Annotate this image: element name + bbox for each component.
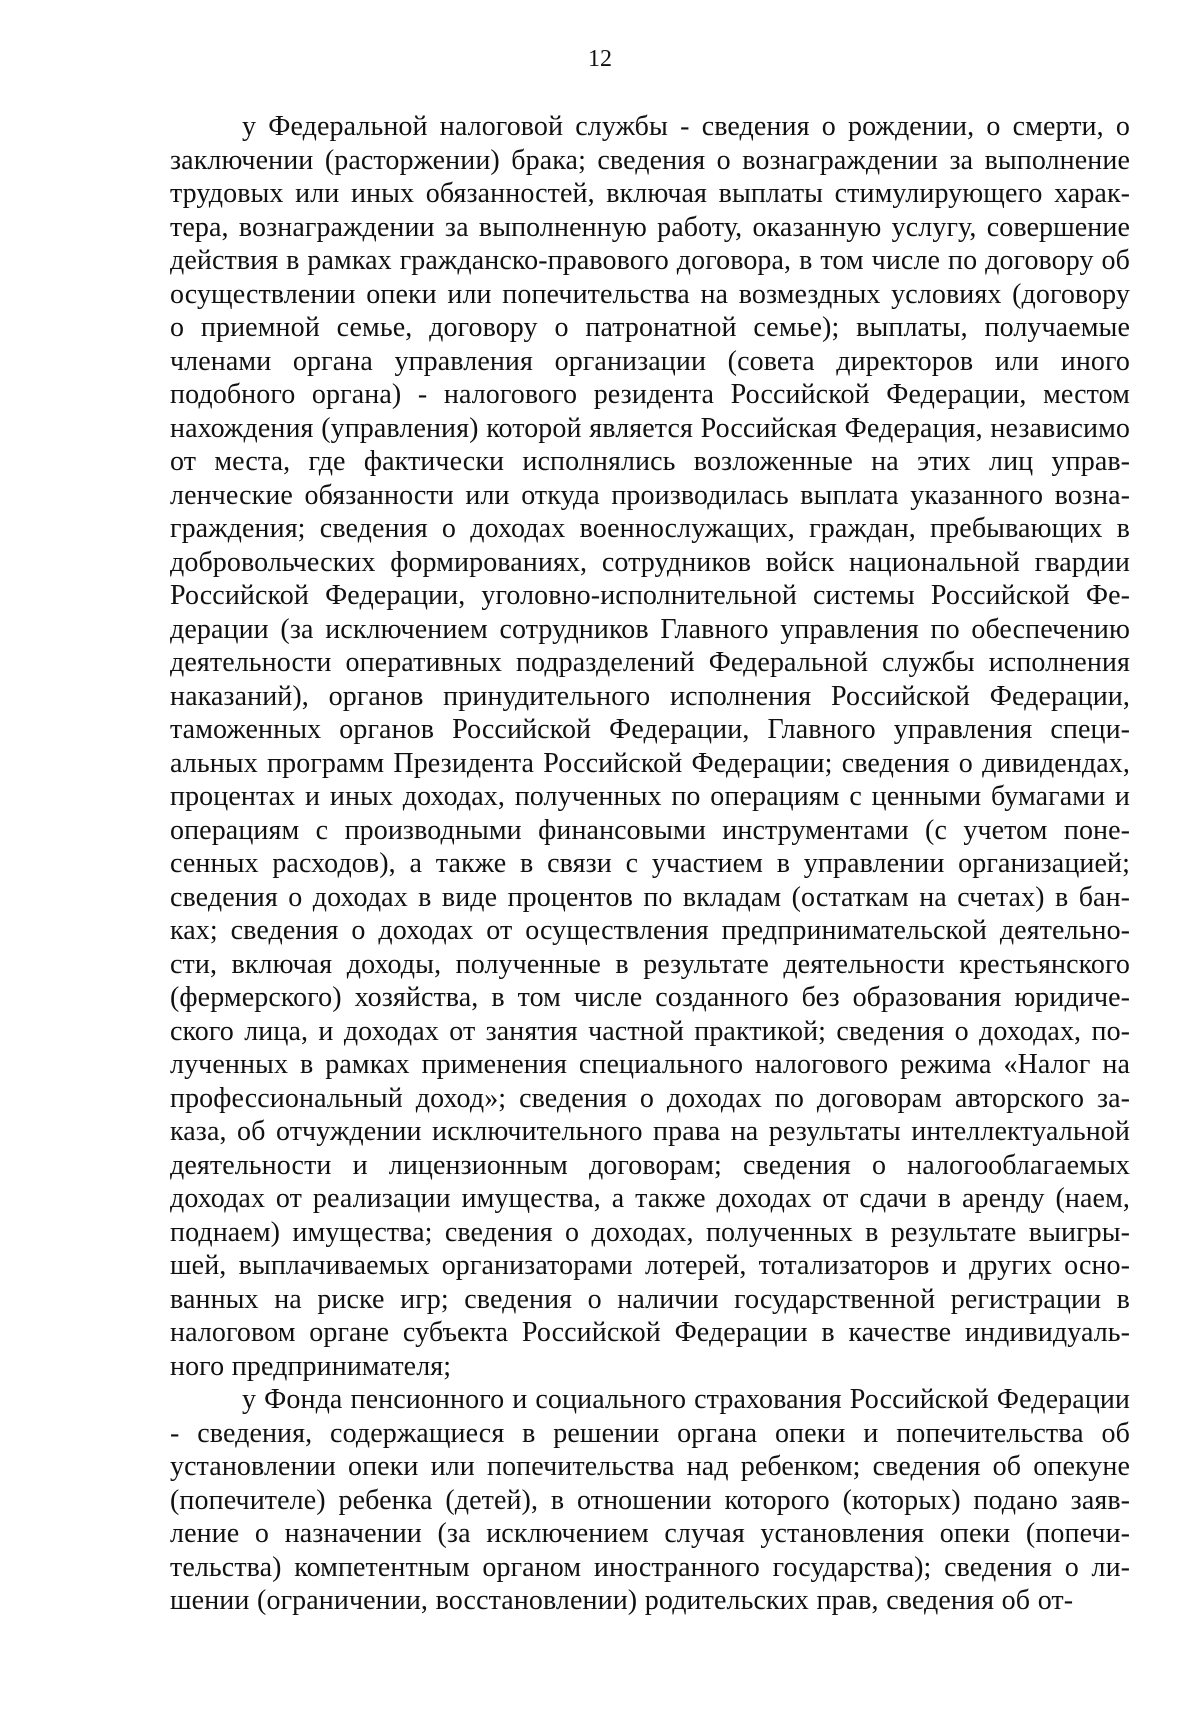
- document-body: [170, 110, 1130, 1618]
- page-number: 12: [588, 46, 612, 72]
- paragraph-pension-fund: у Фонда пенсионного и социального страхования Российской Федерации - сведения, содержащиеся в решении органа опеки и попечительства об установлении опеки или попечительства над ребенком; сведения об опекуне (попечителе) ребенка (детей), в отношении которого (которых) подано заявление о назначении (за исключением случая установления опеки (попечительства) компетентным органом иностранного государства); сведения о лишении (ограничении, восстановлении) родительских прав, сведения об от-: [170, 1384, 1130, 1616]
- paragraph-federal-tax-service: у Федеральной налоговой службы - сведения о рождении, о смерти, о заключении (расторжении) брака; сведения о вознаграждении за выполнение трудовых или иных обязанностей, включая выплаты стимулирующего характера, вознаграждении за выполненную работу, оказанную услугу, совершение действия в рамках гражданско-правового договора, в том числе по договору об осуществлении опеки или попечительства на возмездных условиях (договору о приемной семье, договору о патронатной семье); выплаты, получаемые членами органа управления организации (совета директоров или иного подобного органа) - налогового резидента Российской Федерации, местом нахождения (управления) которой является Российская Федерация, независимо от места, где фактически исполнялись возложенные на этих лиц управленческие обязанности или откуда производилась выплата указанного вознаграждения; сведения о доходах военнослужащих, граждан, пребывающих в добровольческих формированиях, сотрудников войск национальной гвардии Российской Федерации, уголовно-исполнительной системы Российской Федерации (за исключением сотрудников Главного управления по обеспечению деятельности оперативных подразделений Федеральной службы исполнения наказаний), органов принудительного исполнения Российской Федерации, таможенных органов Российской Федерации, Главного управления специальных программ Президента Российской Федерации; сведения о дивидендах, процентах и иных доходах, полученных по операциям с ценными бумагами и операциям с производными финансовыми инструментами (с учетом понесенных расходов), а также в связи с участием в управлении организацией; сведения о доходах в виде процентов по вкладам (остаткам на счетах) в банках; сведения о доходах от осуществления предпринимательской деятельности, включая доходы, полученные в результате деятельности крестьянского (фермерского) хозяйства, в том числе созданного без образования юридического лица, и доходах от занятия частной практикой; сведения о доходах, полученных в рамках применения специального налогового режима «Налог на профессиональный доход»; сведения о доходах по договорам авторского заказа, об отчуждении исключительного права на результаты интеллектуальной деятельности и лицензионным договорам; сведения о налогооблагаемых доходах от реализации имущества, а также доходах от сдачи в аренду (наем, поднаем) имущества; сведения о доходах, полученных в результате выигрышей, выплачиваемых организаторами лотерей, тотализаторов и других основанных на риске игр; сведения о наличии государственной регистрации в налоговом органе субъекта Российской Федерации в качестве индивидуального предпринимателя;: [170, 111, 1130, 1382]
